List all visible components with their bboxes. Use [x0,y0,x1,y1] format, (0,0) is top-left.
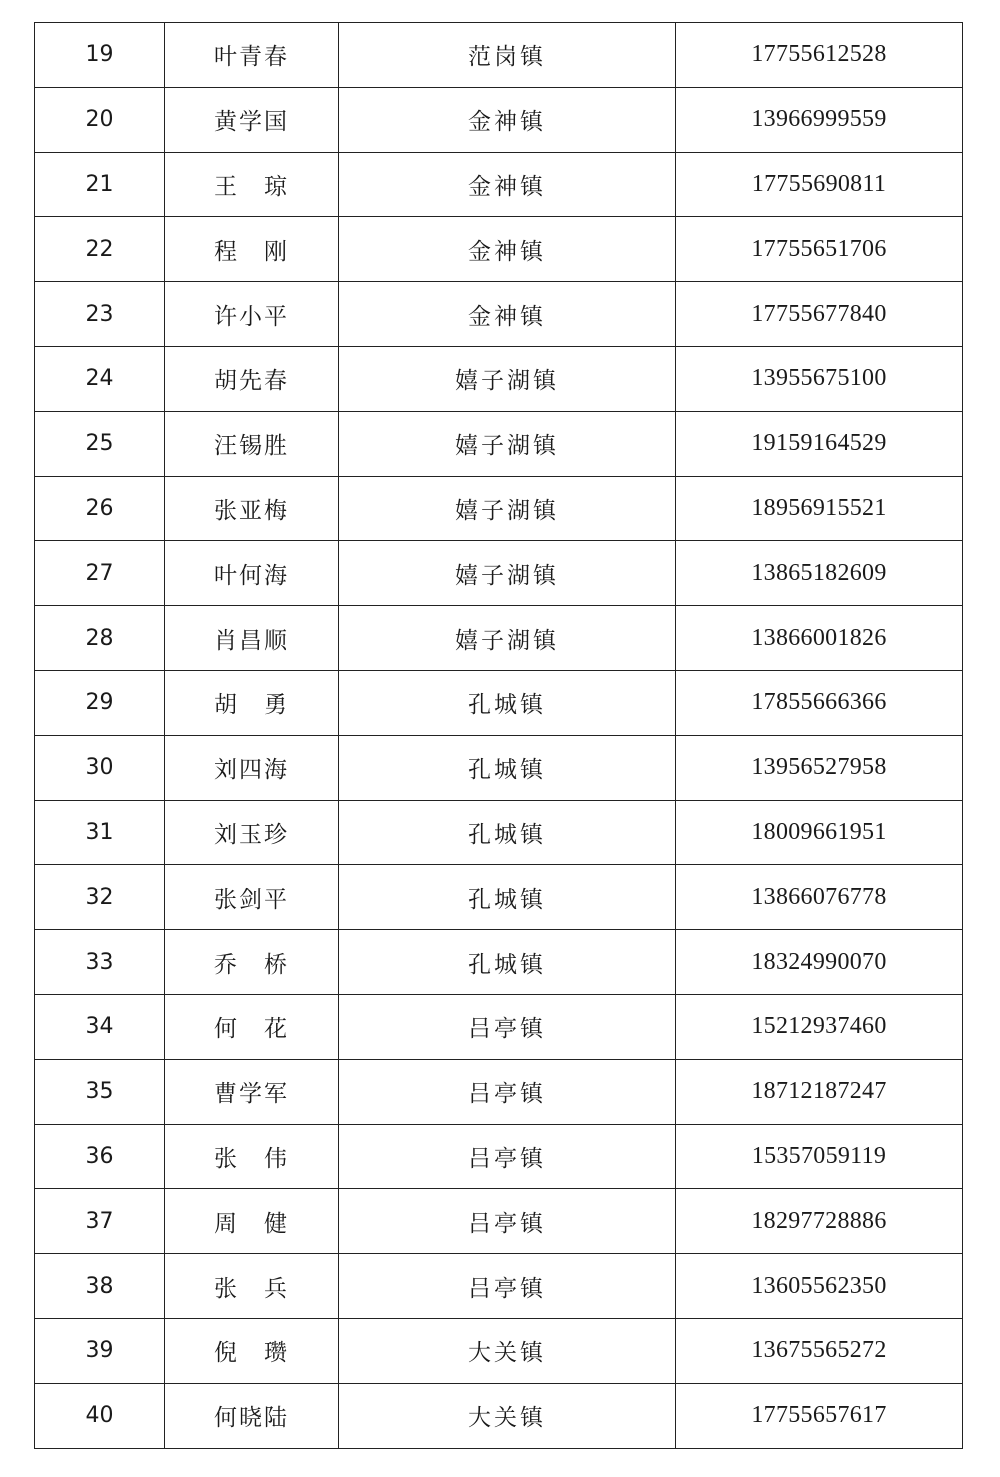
table-row [35,346,963,411]
person-name-cell: 胡先春 [165,346,339,411]
row-number-cell: 21 [35,152,165,217]
person-name-cell: 倪 瓒 [165,1318,339,1383]
row-number-cell: 35 [35,1059,165,1124]
phone-number-cell: 17755657617 [676,1383,963,1448]
person-name-cell: 王 琼 [165,152,339,217]
table-row [35,152,963,217]
table-row [35,476,963,541]
table-row [35,411,963,476]
person-name-cell: 周 健 [165,1189,339,1254]
table-row [35,1189,963,1254]
row-number-cell: 39 [35,1318,165,1383]
table-body [35,23,963,1449]
phone-number-cell: 17755690811 [676,152,963,217]
town-name-cell: 嬉子湖镇 [339,476,676,541]
phone-number-cell: 17855666366 [676,670,963,735]
row-number-cell: 28 [35,606,165,671]
row-number-cell: 27 [35,541,165,606]
phone-number-cell: 18956915521 [676,476,963,541]
town-name-cell: 范岗镇 [339,23,676,88]
table-row [35,800,963,865]
phone-number-cell: 15212937460 [676,994,963,1059]
phone-number-cell: 17755651706 [676,217,963,282]
town-name-cell: 吕亭镇 [339,1254,676,1319]
table-row [35,217,963,282]
table-row [35,23,963,88]
row-number-cell: 33 [35,930,165,995]
row-number-cell: 37 [35,1189,165,1254]
table-row [35,282,963,347]
phone-number-cell: 13956527958 [676,735,963,800]
town-name-cell: 嬉子湖镇 [339,606,676,671]
phone-number-cell: 13675565272 [676,1318,963,1383]
row-number-cell: 23 [35,282,165,347]
table-row [35,1318,963,1383]
row-number-cell: 26 [35,476,165,541]
town-name-cell: 嬉子湖镇 [339,411,676,476]
phone-number-cell: 15357059119 [676,1124,963,1189]
person-name-cell: 刘四海 [165,735,339,800]
table-row [35,865,963,930]
row-number-cell: 19 [35,23,165,88]
town-name-cell: 吕亭镇 [339,1124,676,1189]
person-name-cell: 张剑平 [165,865,339,930]
person-name-cell: 张 伟 [165,1124,339,1189]
town-name-cell: 嬉子湖镇 [339,541,676,606]
table-row [35,1254,963,1319]
person-name-cell: 黄学国 [165,87,339,152]
person-name-cell: 许小平 [165,282,339,347]
table-row [35,1059,963,1124]
person-name-cell: 胡 勇 [165,670,339,735]
table-row [35,930,963,995]
person-name-cell: 曹学军 [165,1059,339,1124]
row-number-cell: 20 [35,87,165,152]
person-name-cell: 张亚梅 [165,476,339,541]
town-name-cell: 孔城镇 [339,865,676,930]
row-number-cell: 31 [35,800,165,865]
phone-number-cell: 17755612528 [676,23,963,88]
town-name-cell: 大关镇 [339,1383,676,1448]
table-row [35,670,963,735]
phone-number-cell: 18297728886 [676,1189,963,1254]
phone-number-cell: 19159164529 [676,411,963,476]
row-number-cell: 29 [35,670,165,735]
town-name-cell: 吕亭镇 [339,994,676,1059]
row-number-cell: 22 [35,217,165,282]
person-name-cell: 刘玉珍 [165,800,339,865]
row-number-cell: 38 [35,1254,165,1319]
phone-number-cell: 18712187247 [676,1059,963,1124]
table-row [35,87,963,152]
table-row [35,994,963,1059]
row-number-cell: 24 [35,346,165,411]
table-row [35,606,963,671]
person-name-cell: 汪锡胜 [165,411,339,476]
town-name-cell: 孔城镇 [339,670,676,735]
table-row [35,1124,963,1189]
table-row [35,1383,963,1448]
town-name-cell: 孔城镇 [339,735,676,800]
person-name-cell: 程 刚 [165,217,339,282]
row-number-cell: 34 [35,994,165,1059]
town-name-cell: 吕亭镇 [339,1059,676,1124]
town-name-cell: 金神镇 [339,87,676,152]
town-name-cell: 嬉子湖镇 [339,346,676,411]
person-name-cell: 何晓陆 [165,1383,339,1448]
table-row [35,541,963,606]
contact-table [34,22,963,1449]
town-name-cell: 金神镇 [339,217,676,282]
town-name-cell: 吕亭镇 [339,1189,676,1254]
row-number-cell: 30 [35,735,165,800]
town-name-cell: 大关镇 [339,1318,676,1383]
phone-number-cell: 13865182609 [676,541,963,606]
phone-number-cell: 18009661951 [676,800,963,865]
phone-number-cell: 13955675100 [676,346,963,411]
contact-table-container [34,22,962,1449]
town-name-cell: 孔城镇 [339,800,676,865]
person-name-cell: 肖昌顺 [165,606,339,671]
town-name-cell: 金神镇 [339,152,676,217]
town-name-cell: 金神镇 [339,282,676,347]
phone-number-cell: 13866076778 [676,865,963,930]
phone-number-cell: 17755677840 [676,282,963,347]
row-number-cell: 40 [35,1383,165,1448]
phone-number-cell: 13966999559 [676,87,963,152]
person-name-cell: 叶何海 [165,541,339,606]
row-number-cell: 32 [35,865,165,930]
row-number-cell: 25 [35,411,165,476]
person-name-cell: 张 兵 [165,1254,339,1319]
phone-number-cell: 18324990070 [676,930,963,995]
person-name-cell: 乔 桥 [165,930,339,995]
town-name-cell: 孔城镇 [339,930,676,995]
phone-number-cell: 13866001826 [676,606,963,671]
row-number-cell: 36 [35,1124,165,1189]
person-name-cell: 叶青春 [165,23,339,88]
table-row [35,735,963,800]
phone-number-cell: 13605562350 [676,1254,963,1319]
person-name-cell: 何 花 [165,994,339,1059]
